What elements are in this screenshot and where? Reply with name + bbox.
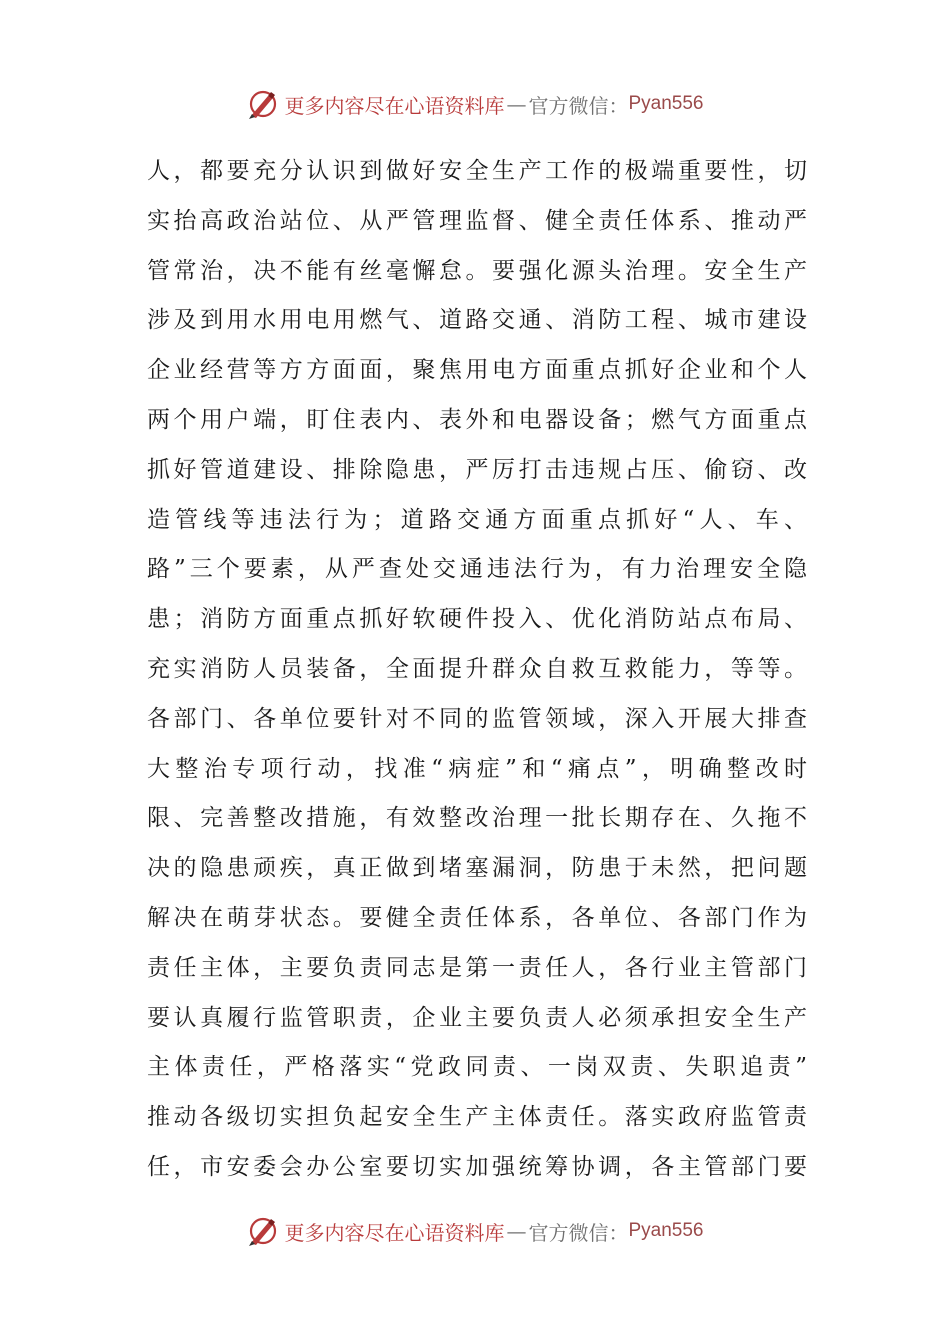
document-body bbox=[147, 147, 807, 1193]
footer-brand: 更多内容尽在心语资料库 bbox=[284, 1220, 505, 1245]
body-line: 要认真履行监管职责，企业主要负责人必须承担安全生产 bbox=[147, 1004, 807, 1031]
header-account-label: 官方微信： bbox=[528, 93, 629, 118]
body-line: 两个用户端，盯住表内、表外和电器设备；燃气方面重点 bbox=[147, 406, 807, 433]
footer-separator: — bbox=[506, 1219, 527, 1243]
header-separator: — bbox=[506, 92, 527, 116]
header-banner bbox=[0, 84, 950, 124]
body-line: 任，市安委会办公室要切实加强统筹协调，各主管部门要 bbox=[147, 1153, 807, 1180]
body-line: 涉及到用水用电用燃气、道路交通、消防工程、城市建设 bbox=[147, 307, 807, 334]
body-line: 责任主体，主要负责同志是第一责任人，各行业主管部门 bbox=[147, 954, 807, 981]
body-line: 主体责任，严格落实“党政同责、一岗双责、失职追责” bbox=[147, 1054, 807, 1081]
body-line: 推动各级切实担负起安全生产主体责任。落实政府监管责 bbox=[147, 1104, 807, 1131]
footer-account-label: 官方微信： bbox=[528, 1220, 629, 1245]
body-line: 路”三个要素，从严查处交通违法行为，有力治理安全隐 bbox=[147, 556, 807, 583]
body-line: 大整治专项行动，找准“病症”和“痛点”，明确整改时 bbox=[147, 755, 807, 782]
body-line: 限、完善整改措施，有效整改治理一批长期存在、久拖不 bbox=[147, 805, 807, 832]
body-line: 实抬高政治站位、从严管理监督、健全责任体系、推动严 bbox=[147, 207, 807, 234]
footer-account-id: Pyan556 bbox=[628, 1220, 704, 1241]
body-line: 解决在萌芽状态。要健全责任体系，各单位、各部门作为 bbox=[147, 904, 807, 931]
header-brand: 更多内容尽在心语资料库 bbox=[284, 93, 505, 118]
body-line: 造管线等违法行为；道路交通方面重点抓好“人、车、 bbox=[147, 506, 807, 533]
footer-banner bbox=[0, 1211, 950, 1251]
body-line: 充实消防人员装备，全面提升群众自救互救能力，等等。 bbox=[147, 655, 807, 682]
body-line: 决的隐患顽疾，真正做到堵塞漏洞，防患于未然，把问题 bbox=[147, 855, 807, 882]
body-line: 各部门、各单位要针对不同的监管领域，深入开展大排查 bbox=[147, 705, 807, 732]
body-line: 人，都要充分认识到做好安全生产工作的极端重要性，切 bbox=[147, 158, 807, 184]
body-line: 抓好管道建设、排除隐患，严厉打击违规占压、偷窃、改 bbox=[147, 456, 807, 483]
header-account-id: Pyan556 bbox=[628, 93, 704, 114]
body-line: 企业经营等方方面面，聚焦用电方面重点抓好企业和个人 bbox=[147, 357, 807, 384]
pen-logo-icon bbox=[246, 87, 280, 121]
body-line: 患；消防方面重点抓好软硬件投入、优化消防站点布局、 bbox=[147, 606, 807, 633]
pen-logo-icon bbox=[246, 1214, 280, 1248]
body-line: 管常治，决不能有丝毫懈怠。要强化源头治理。安全生产 bbox=[147, 257, 807, 284]
